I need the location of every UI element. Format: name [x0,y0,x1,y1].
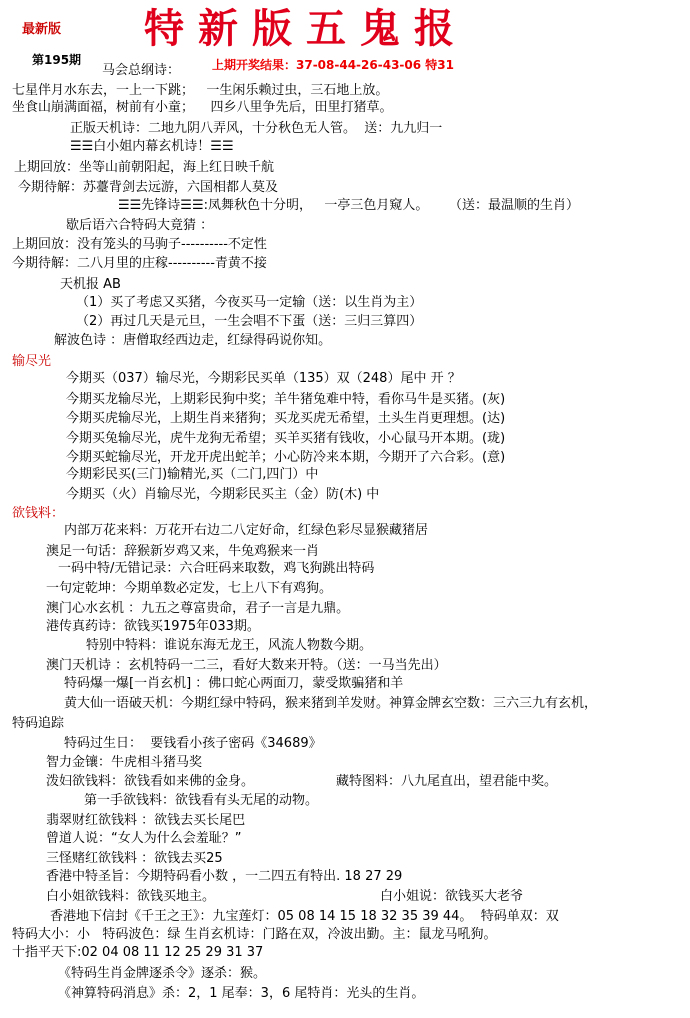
text-line: 马会总纲诗： [102,63,181,78]
text-line: 三怪赌红欲钱料 ：欲钱去买25 [46,851,223,866]
page-title: 特新版五鬼报 [144,6,468,52]
text-line: 澳门心水玄机 ：九五之尊富贵命，君子一言是九鼎。 [46,601,350,616]
text-line: 一句定乾坤：今期单数必定发，七上八下有鸡狗。 [46,581,333,596]
section-heading: 欲钱料： [12,506,65,521]
text-line: 上期回放：没有笼头的马驹子----------不定性 [12,237,267,252]
text-line: 藏特图料：八九尾直出，望君能中奖。 [336,774,558,789]
text-line: 内部万花来料：万花开右边二八定好命，红绿色彩尽显猴藏猪居 [64,523,429,538]
text-line: 天机报 AB [60,277,121,292]
last-draw-result: 上期开奖结果：37-08-44-26-43-06 特31 [212,58,454,72]
text-line: 香港中特圣旨：今期特码看小数 ，一二四五有特出. 18 27 29 [46,869,403,884]
text-line: 今期买蛇输尽光，开龙开虎出蛇羊；小心防冷来本期，今期开了六合彩。(意) [66,450,506,465]
text-line: 特码爆一爆[一肖玄机] ：佛口蛇心两面刀，蒙受欺骗猪和羊 [64,676,404,691]
section-heading: 输尽光 [12,354,52,369]
text-line: 澳门天机诗 ：玄机特码一二三，看好大数来开特。（送：一马当先出） [46,658,447,673]
text-line: 特码大小：小 特码波色：绿 生肖玄机诗：门路在双，冷波出勤。主：鼠龙马吼狗。 [12,927,497,942]
text-line: 白小姐欲钱料：欲钱买地主。 [46,889,216,904]
text-line: 特别中特料：谁说东海无龙王，风流人物数今期。 [86,638,373,653]
text-line: 今期买龙输尽光，上期彩民狗中奖；羊牛猪兔难中特，看你马牛是买猪。(灰) [66,392,506,407]
text-line: 翡翠财红欲钱料 ：欲钱去买长尾巴 [46,813,246,828]
text-line: ☰☰先锋诗☰☰:凤舞秋色十分明， 一亭三色月窥人。 （送：最温顺的生肖） [118,198,580,213]
text-line: 七星伴月水东去，一上一下跳； 一生闲乐赖过虫，三石地上放。 [12,83,389,98]
text-line: 港传真药诗：欲钱买1975年033期。 [46,619,260,634]
text-line: 《特码生肖金牌逐杀令》逐杀：猴。 [58,966,267,981]
text-line: 《神算特码消息》杀：2，1 尾奉：3，6 尾特肖：光头的生肖。 [58,986,425,1001]
text-line: 黄大仙一语破天机：今期红绿中特码，猴来猪到羊发财。神算金牌玄空数：三六三九有玄机， [64,696,598,711]
text-line: 澳足一句话：辞猴新岁鸡又来，牛兔鸡猴来一肖 [46,544,320,559]
text-line: （1）买了考虑又买猪，今夜买马一定输（送：以生肖为主） [76,295,423,310]
text-line: 今期买（037）输尽光，今期彩民买单（135）双（248）尾中 开 ？ [66,371,461,386]
text-line: 坐食山崩满面福，树前有小童； 四乡八里争先后，田里打猪草。 [12,100,393,115]
text-line: 解波色诗 ：唐僧取经西边走，红绿得码说你知。 [54,333,332,348]
text-line: 今期彩民买(三门)输精光,买（二门,四门）中 [66,467,319,482]
text-line: 曾道人说：“女人为什么会羞耻？” [46,831,242,846]
issue-number: 第195期 [32,53,82,67]
text-line: 特码过生日： 要钱看小孩子密码《34689》 [64,736,322,751]
text-line: 今期买（火）肖输尽光，今期彩民买主（金）防(木) 中 [66,487,380,502]
text-line: 一码中特/无错记录：六合旺码来取数，鸡飞狗跳出特码 [58,561,375,576]
text-line: 特码追踪 [12,716,65,731]
text-line: 第一手欲钱料：欲钱看有头无尾的动物。 [84,793,319,808]
text-line: （2）再过几天是元旦，一生会唱不下蛋（送：三归三算四） [76,314,423,329]
text-line: 十指平天下:02 04 08 11 12 25 29 31 37 [12,945,264,960]
text-line: 上期回放：坐等山前朝阳起，海上红日映千航 [14,160,275,175]
text-line: 智力金镶：牛虎相斗猪马奖 [46,755,203,770]
text-line: 今期买兔输尽光，虎牛龙狗无希望；买羊买猪有钱收，小心鼠马开本期。(珑) [66,431,506,446]
text-line: 香港地下信封《千王之王》：九宝莲灯：05 08 14 15 18 32 35 39 44。 特码单双：双 [50,909,559,924]
text-line: ☰☰白小姐内幕玄机诗！☰☰ [70,139,234,154]
text-line: 白小姐说：欲钱买大老爷 [380,889,524,904]
text-line: 正版天机诗：二地九阴八弄风，十分秋色无人管。 送：九九归一 [70,121,443,136]
text-line: 泼妇欲钱料：欲钱看如来佛的金身。 [46,774,255,789]
text-line: 今期待解：苏薹背剑去远游，六国相都人莫及 [18,180,279,195]
text-line: 今期待解：二八月里的庄稼----------青黄不接 [12,256,267,271]
text-line: 歇后语六合特码大竟猜 ： [66,218,214,233]
text-line: 今期买虎输尽光，上期生肖来猪狗；买龙买虎无希望，土头生肖更理想。(达) [66,411,506,426]
edition-badge: 最新版 [22,22,62,37]
